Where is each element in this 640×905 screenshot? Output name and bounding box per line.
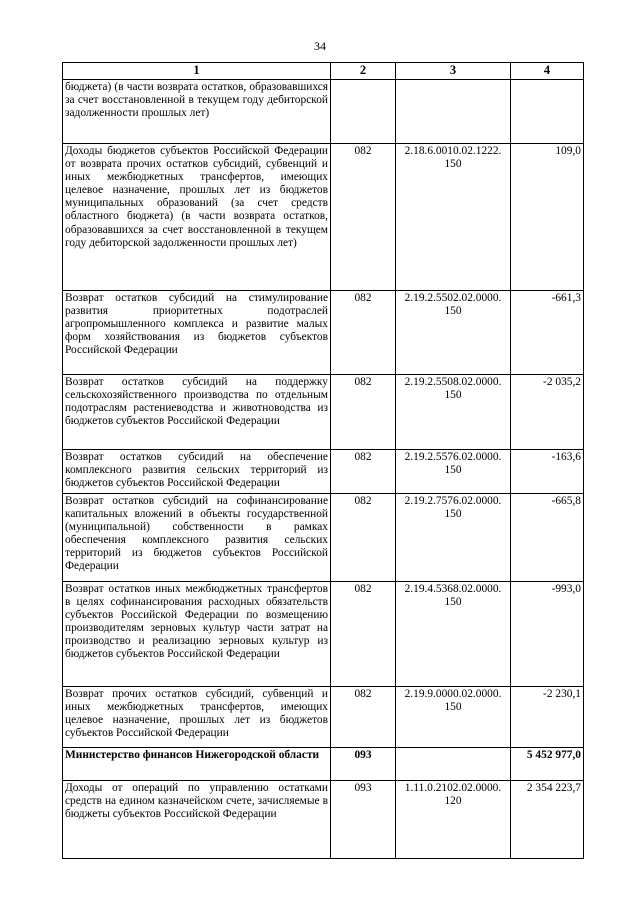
row-amount: -661,3 xyxy=(511,291,584,375)
table-row xyxy=(63,781,584,859)
row-classification-code: 2.19.4.5368.02.0000. 150 xyxy=(396,582,511,687)
table-row xyxy=(63,687,584,748)
row-admin-code: 093 xyxy=(331,748,396,781)
row-description: Министерство финансов Нижегородской области xyxy=(63,748,331,781)
row-admin-code: 082 xyxy=(331,450,396,494)
header-col-3: 3 xyxy=(396,63,511,80)
row-admin-code: 093 xyxy=(331,781,396,859)
row-classification-code: 2.19.2.5576.02.0000. 150 xyxy=(396,450,511,494)
row-amount: -2 230,1 xyxy=(511,687,584,748)
row-admin-code: 082 xyxy=(331,144,396,291)
row-amount: 109,0 xyxy=(511,144,584,291)
table-row xyxy=(63,291,584,375)
row-amount: -993,0 xyxy=(511,582,584,687)
row-classification-code: 1.11.0.2102.02.0000. 120 xyxy=(396,781,511,859)
row-description: Возврат остатков субсидий на стимулирование развития приоритетных подотраслей агропромышленного комплекса и развитие малых форм хозяйствования из бюджетов субъектов Российской Федерации xyxy=(63,291,331,375)
row-amount: -163,6 xyxy=(511,450,584,494)
row-admin-code: 082 xyxy=(331,375,396,450)
row-classification-code: 2.19.2.5508.02.0000. 150 xyxy=(396,375,511,450)
row-classification-code: 2.18.6.0010.02.1222. 150 xyxy=(396,144,511,291)
table-header-row xyxy=(63,63,584,80)
table-row xyxy=(63,582,584,687)
header-col-4: 4 xyxy=(511,63,584,80)
table-row xyxy=(63,375,584,450)
page-number: 34 xyxy=(314,39,326,53)
row-classification-code xyxy=(396,748,511,781)
row-description: Возврат остатков иных межбюджетных трансфертов в целях софинансирования расходных обязательств субъектов Российской Федерации по возмещению производителям зерновых культур части затрат на производство и реализацию зерновых культур из бюджетов субъектов Российской Федерации xyxy=(63,582,331,687)
row-admin-code xyxy=(331,80,396,144)
row-amount xyxy=(511,80,584,144)
row-classification-code: 2.19.2.5502.02.0000. 150 xyxy=(396,291,511,375)
header-col-1: 1 xyxy=(63,63,331,80)
row-admin-code: 082 xyxy=(331,687,396,748)
table-row xyxy=(63,450,584,494)
header-col-2: 2 xyxy=(331,63,396,80)
table-row xyxy=(63,144,584,291)
table-row-ministry xyxy=(63,748,584,781)
row-description: Возврат остатков субсидий на обеспечение комплексного развития сельских территорий из бюджетов субъектов Российской Федерации xyxy=(63,450,331,494)
row-description: Возврат прочих остатков субсидий, субвенций и иных межбюджетных трансфертов, имеющих целевое назначение, прошлых лет из бюджетов субъектов Российской Федерации xyxy=(63,687,331,748)
row-description: Возврат остатков субсидий на поддержку сельскохозяйственного производства по отдельным подотраслям растениеводства и животноводства из бюджетов субъектов Российской Федерации xyxy=(63,375,331,450)
row-description: Доходы от операций по управлению остатками средств на едином казначейском счете, зачисляемые в бюджеты субъектов Российской Федерации xyxy=(63,781,331,859)
budget-revenue-table xyxy=(62,62,584,859)
row-amount: 2 354 223,7 xyxy=(511,781,584,859)
row-amount: -665,8 xyxy=(511,494,584,582)
row-description: Возврат остатков субсидий на софинансирование капитальных вложений в объекты государственной (муниципальной) собственности в рамках обеспечения комплексного развития сельских территорий из бюджетов субъектов Российской Федерации xyxy=(63,494,331,582)
table-row xyxy=(63,494,584,582)
row-classification-code: 2.19.2.7576.02.0000. 150 xyxy=(396,494,511,582)
row-description: бюджета) (в части возврата остатков, образовавшихся за счет восстановленной в текущем году дебиторской задолженности прошлых лет) xyxy=(63,80,331,144)
row-admin-code: 082 xyxy=(331,582,396,687)
row-amount: 5 452 977,0 xyxy=(511,748,584,781)
row-amount: -2 035,2 xyxy=(511,375,584,450)
table-row xyxy=(63,80,584,144)
row-classification-code: 2.19.9.0000.02.0000. 150 xyxy=(396,687,511,748)
row-classification-code xyxy=(396,80,511,144)
row-admin-code: 082 xyxy=(331,291,396,375)
row-description: Доходы бюджетов субъектов Российской Федерации от возврата прочих остатков субсидий, субвенций и иных межбюджетных трансфертов, имеющих целевое назначение, прошлых лет из бюджетов муниципальных образований (за счет средств областного бюджета) (в части возврата остатков, образовавшихся за счет восстановленной в текущем году дебиторской задолженности прошлых лет) xyxy=(63,144,331,291)
row-admin-code: 082 xyxy=(331,494,396,582)
